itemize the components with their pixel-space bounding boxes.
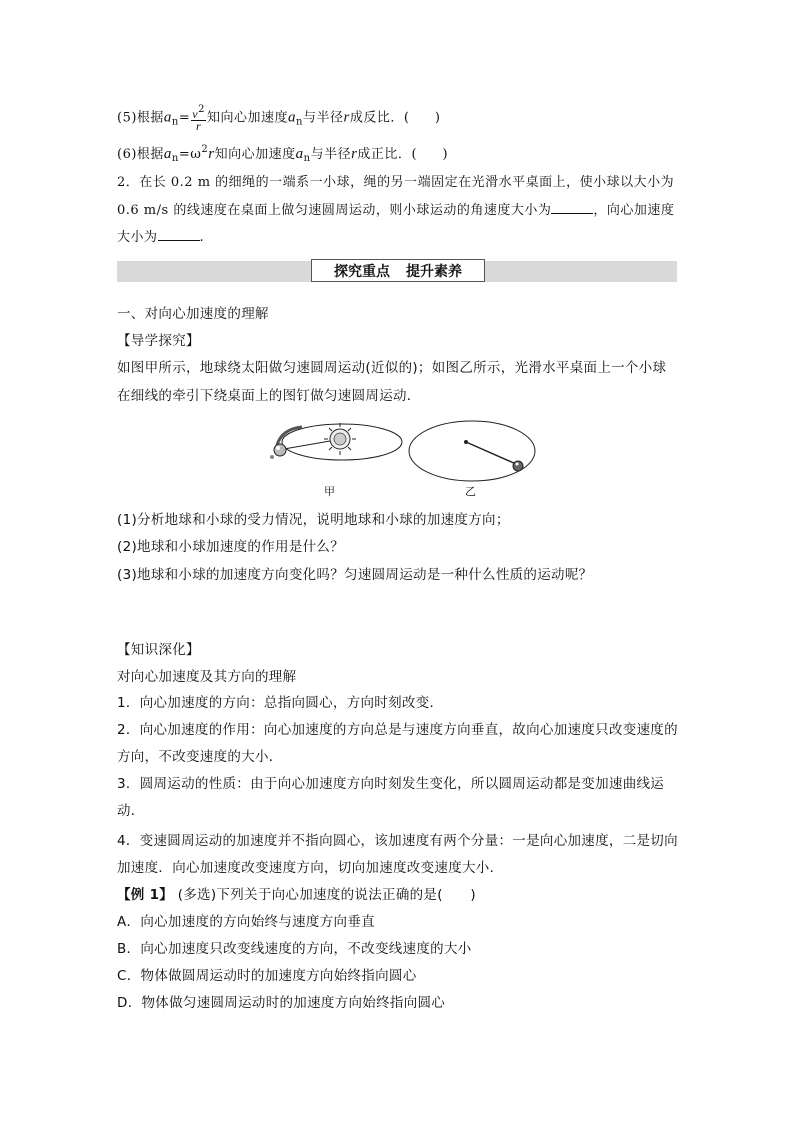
question-2-line-1: 2．在长 0.2 m 的细绳的一端系一小球，绳的另一端固定在光滑水平桌面上，使小球以大小为 xyxy=(117,175,675,190)
knowledge-subtitle: 对向心加速度及其方向的理解 xyxy=(117,669,297,685)
example-option-d[interactable]: D．物体做匀速圆周运动时的加速度方向始终指向圆心 xyxy=(117,995,446,1011)
figure-caption-right: 乙 xyxy=(465,485,476,498)
guide-question-3: (3)地球和小球的加速度方向变化吗？匀速圆周运动是一种什么性质的运动呢？ xyxy=(117,567,593,583)
knowledge-point-3-line-1: 3．圆周运动的性质：由于向心加速度方向时刻发生变化，所以圆周运动都是变加速曲线运 xyxy=(117,776,665,792)
example-option-b[interactable]: B．向心加速度只改变线速度的方向，不改变线速度的大小 xyxy=(117,941,472,957)
fraction-v2-over-r: $\frac{v^2}{r}$ xyxy=(192,104,205,133)
knowledge-point-2-line-1: 2．向心加速度的作用：向心加速度的方向总是与速度方向垂直，故向心加速度只改变速度的 xyxy=(117,722,678,738)
figure-illustrations xyxy=(262,415,542,490)
intro-line-1: 如图甲所示，地球绕太阳做匀速圆周运动(近似的)；如图乙所示，光滑水平桌面上一个小球 xyxy=(117,360,667,376)
guide-question-1: (1)分析地球和小球的受力情况，说明地球和小球的加速度方向； xyxy=(117,512,510,528)
section-banner xyxy=(311,259,485,282)
figure-ball-on-string xyxy=(409,421,535,481)
question-6: (6)根据$a_n=\omega^2r$知向心加速度$a_n$与半径r成正比．( ) xyxy=(117,144,448,164)
knowledge-point-3-line-2: 动． xyxy=(117,803,145,819)
answer-paren: ( ) xyxy=(403,110,440,126)
intro-line-2: 在细线的牵引下绕桌面上的图钉做匀速圆周运动． xyxy=(117,388,421,404)
knowledge-point-4-line-2: 加速度．向心加速度改变速度方向，切向加速度改变速度大小． xyxy=(117,860,504,876)
figure-earth-sun xyxy=(270,423,402,460)
knowledge-point-4-line-1: 4．变速圆周运动的加速度并不指向圆心，该加速度有两个分量：一是向心加速度，二是切向 xyxy=(117,833,678,849)
banner-right-title: 提升素养 xyxy=(406,263,462,280)
example-option-c[interactable]: C．物体做圆周运动时的加速度方向始终指向圆心 xyxy=(117,968,417,984)
answer-paren: ( ) xyxy=(411,147,448,162)
knowledge-point-1: 1．向心加速度的方向：总指向圆心，方向时刻改变． xyxy=(117,695,444,711)
question-5: (5)根据$a_n=$ $\frac{v^2}{r}$ 知向心加速度$a_n$与半径r成反比．( ) xyxy=(117,104,440,133)
guide-heading: 【导学探究】 xyxy=(117,333,200,349)
guide-question-2: (2)地球和小球加速度的作用是什么？ xyxy=(117,539,345,555)
section-title: 一、对向心加速度的理解 xyxy=(117,306,269,322)
example-option-a[interactable]: A．向心加速度的方向始终与速度方向垂直 xyxy=(117,914,375,930)
figure-caption-left: 甲 xyxy=(324,485,335,498)
banner-left-title: 探究重点 xyxy=(334,263,390,280)
question-2-line-3: 大小为 . xyxy=(117,230,205,245)
example-label: 【例 1】 xyxy=(117,887,174,903)
question-2-line-2: 0.6 m/s 的线速度在桌面上做匀速圆周运动，则小球运动的角速度大小为 ，向心加速度 xyxy=(117,203,675,218)
example-1-stem: 【例 1】 (多选)下列关于向心加速度的说法正确的是( ) xyxy=(117,887,476,903)
answer-blank-angular-velocity[interactable] xyxy=(551,201,593,214)
knowledge-heading: 【知识深化】 xyxy=(117,642,200,658)
knowledge-point-2-line-2: 方向，不改变速度的大小． xyxy=(117,749,283,765)
answer-blank-acceleration[interactable] xyxy=(158,228,200,241)
